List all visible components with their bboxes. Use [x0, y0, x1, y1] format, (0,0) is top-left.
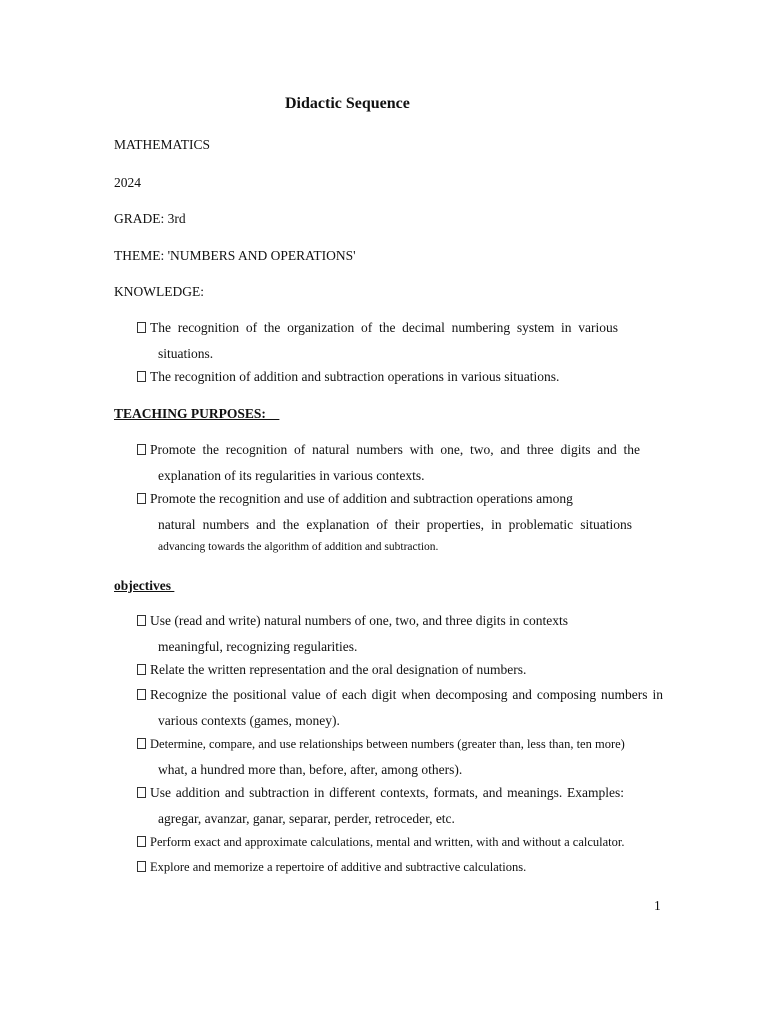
objective-item-1 [137, 613, 568, 629]
objective-item-5 [137, 785, 624, 801]
grade-field: GRADE: 3rd [114, 211, 186, 226]
bullet-icon [137, 836, 146, 847]
year-field: 2024 [114, 175, 141, 190]
objective-item-3-cont: various contexts (games, money). [158, 713, 340, 728]
knowledge-item-1-text: The recognition of the organization of the decimal numbering system in various [150, 320, 618, 335]
objective-item-7 [137, 860, 526, 875]
teaching-purpose-item-2 [137, 491, 573, 507]
objective-item-4-cont: what, a hundred more than, before, after, among others). [158, 762, 463, 777]
objective-item-3 [137, 687, 663, 703]
objective-item-4 [137, 737, 625, 752]
objectives-heading: objectives [114, 578, 175, 593]
objective-item-3-text: Recognize the positional value of each digit when decomposing and composing numbers in [150, 687, 663, 702]
knowledge-item-2-text: The recognition of addition and subtraction operations in various situations. [150, 369, 560, 384]
bullet-icon [137, 371, 146, 382]
bullet-icon [137, 787, 146, 798]
teaching-purpose-item-2-text: Promote the recognition and use of addition and subtraction operations among [150, 491, 573, 506]
knowledge-item-1-cont: situations. [158, 346, 214, 361]
objective-item-2-text: Relate the written representation and the oral designation of numbers. [150, 662, 527, 677]
bullet-icon [137, 615, 146, 626]
objective-item-1-cont: meaningful, recognizing regularities. [158, 639, 358, 654]
objective-item-4-text: Determine, compare, and use relationships between numbers (greater than, less than, ten more) [150, 737, 625, 751]
bullet-icon [137, 444, 146, 455]
bullet-icon [137, 738, 146, 749]
bullet-icon [137, 861, 146, 872]
objective-item-5-cont: agregar, avanzar, ganar, separar, perder, retroceder, etc. [158, 811, 455, 826]
teaching-purpose-item-1 [137, 442, 640, 458]
subject-field: MATHEMATICS [114, 137, 211, 152]
knowledge-item-2 [137, 369, 559, 385]
page-title: Didactic Sequence [285, 95, 410, 112]
bullet-icon [137, 689, 146, 700]
bullet-icon [137, 664, 146, 675]
objective-item-6 [137, 835, 625, 850]
teaching-purpose-item-1-cont: explanation of its regularities in various contexts. [158, 468, 425, 483]
objective-item-1-text: Use (read and write) natural numbers of one, two, and three digits in contexts [150, 613, 568, 628]
bullet-icon [137, 493, 146, 504]
objective-item-5-text: Use addition and subtraction in different contexts, formats, and meanings. Examples: [150, 785, 624, 800]
page-number: 1 [654, 898, 661, 913]
objective-item-6-text: Perform exact and approximate calculations, mental and written, with and without a calculator. [150, 835, 625, 849]
theme-field: THEME: 'NUMBERS AND OPERATIONS' [114, 248, 356, 263]
knowledge-heading: KNOWLEDGE: [114, 284, 204, 299]
bullet-icon [137, 320, 618, 336]
teaching-purpose-item-1-text: Promote the recognition of natural numbers with one, two, and three digits and the [150, 442, 640, 457]
teaching-purposes-heading: TEACHING PURPOSES: [114, 406, 280, 421]
objective-item-7-text: Explore and memorize a repertoire of additive and subtractive calculations. [150, 860, 527, 874]
knowledge-item-1 [137, 320, 619, 336]
objective-item-2 [137, 662, 526, 678]
teaching-purpose-item-2-cont2: advancing towards the algorithm of addition and subtraction. [158, 541, 439, 553]
teaching-purpose-item-2-cont: natural numbers and the explanation of their properties, in problematic situations [158, 517, 632, 532]
